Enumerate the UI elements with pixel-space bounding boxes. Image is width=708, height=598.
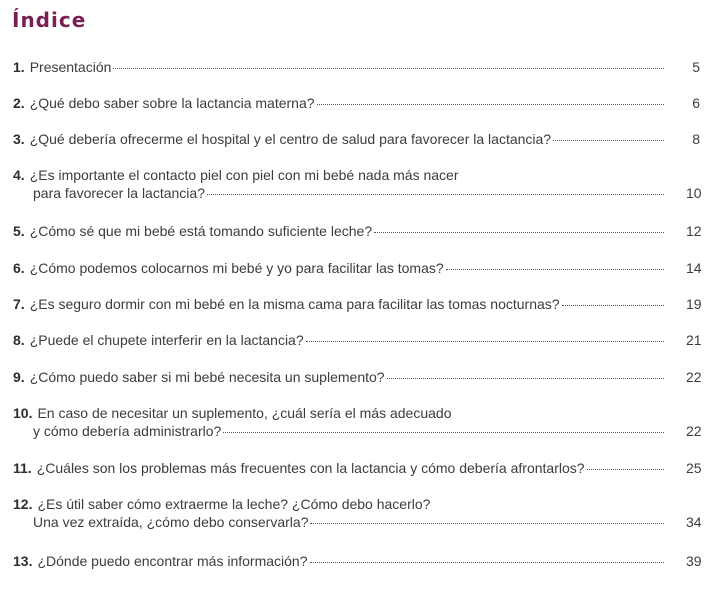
toc-entry-line (13, 295, 700, 313)
toc-entry[interactable] (13, 368, 700, 386)
entry-text: ¿Qué debo saber sobre la lactancia materna? (29, 95, 315, 111)
toc-entry-line (13, 222, 700, 240)
entry-text: ¿Es útil saber cómo extraerme la leche? ¿Cómo debo hacerlo? (37, 496, 431, 512)
page-number: 19 (686, 296, 702, 312)
dot-leader (223, 432, 664, 433)
dot-leader (207, 194, 664, 195)
entry-text: ¿Es importante el contacto piel con piel con mi bebé nada más nacer (29, 167, 459, 183)
entry-number: 13. (13, 553, 33, 569)
dot-leader (553, 140, 664, 141)
dot-leader (446, 269, 664, 270)
entry-number: 4. (13, 167, 25, 183)
toc-entry-line (13, 552, 700, 570)
index-title: Índice (12, 8, 87, 32)
dot-leader (310, 523, 664, 524)
entry-number: 9. (13, 369, 25, 385)
dot-leader (387, 378, 664, 379)
entry-text: Presentación (29, 59, 112, 75)
dot-leader (374, 232, 664, 233)
page-number: 25 (686, 460, 702, 476)
dot-leader (306, 341, 664, 342)
entry-number: 10. (13, 405, 33, 421)
toc-entry-line (13, 259, 700, 277)
entry-number: 11. (13, 460, 32, 476)
entry-text: ¿Dónde puedo encontrar más información? (37, 553, 308, 569)
toc-entry-line (13, 495, 700, 513)
entry-text: para favorecer la lactancia? (33, 185, 205, 201)
entry-text: En caso de necesitar un suplemento, ¿cuál sería el más adecuado (37, 405, 452, 421)
entry-number: 3. (13, 131, 25, 147)
page-number: 21 (686, 332, 702, 348)
toc-entry[interactable] (13, 94, 700, 112)
toc-entry-line (13, 166, 700, 184)
page-number: 10 (686, 185, 702, 201)
entry-text: ¿Qué debería ofrecerme el hospital y el centro de salud para favorecer la lactancia? (29, 131, 552, 147)
toc-entry[interactable] (13, 222, 700, 240)
toc-entry-line (13, 130, 700, 148)
page-number: 34 (686, 514, 702, 530)
toc-entry-line (13, 422, 700, 440)
toc-entry[interactable] (13, 58, 700, 76)
page-number: 5 (692, 59, 700, 75)
toc-entry-line (13, 331, 700, 349)
page-number: 22 (686, 423, 702, 439)
toc-entry[interactable] (13, 552, 700, 570)
page-number: 14 (686, 260, 702, 276)
dot-leader (113, 68, 664, 69)
entry-text: Una vez extraída, ¿cómo debo conservarla? (33, 514, 309, 530)
dot-leader (317, 104, 664, 105)
entry-text: ¿Es seguro dormir con mi bebé en la misma cama para facilitar las tomas nocturnas? (29, 296, 560, 312)
toc-entry-line (13, 368, 700, 386)
entry-number: 5. (13, 223, 25, 239)
toc-entry-line (13, 513, 700, 531)
entry-number: 7. (13, 296, 25, 312)
toc-entry[interactable] (13, 130, 700, 148)
page-number: 6 (692, 95, 700, 111)
dot-leader (562, 305, 664, 306)
page-number: 8 (692, 131, 700, 147)
toc-entry-line (13, 404, 700, 422)
toc-entry-line (13, 459, 700, 477)
entry-number: 12. (13, 496, 33, 512)
dot-leader (587, 469, 664, 470)
entry-text: ¿Cómo podemos colocarnos mi bebé y yo para facilitar las tomas? (29, 260, 444, 276)
page-number: 12 (686, 223, 702, 239)
entry-text: ¿Cuáles son los problemas más frecuentes con la lactancia y cómo debería afrontarlos? (36, 460, 585, 476)
toc-entry[interactable] (13, 404, 700, 440)
entry-text: y cómo debería administrarlo? (33, 423, 222, 439)
entry-text: ¿Cómo sé que mi bebé está tomando suficiente leche? (29, 223, 373, 239)
entry-number: 2. (13, 95, 25, 111)
entry-number: 1. (13, 59, 25, 75)
toc-entry[interactable] (13, 295, 700, 313)
entry-text: ¿Cómo puedo saber si mi bebé necesita un suplemento? (29, 369, 385, 385)
toc-entry-line (13, 58, 700, 76)
dot-leader (310, 562, 664, 563)
entry-text: ¿Puede el chupete interferir en la lactancia? (29, 332, 304, 348)
page-number: 39 (686, 553, 702, 569)
page-number: 22 (686, 369, 702, 385)
toc-entry[interactable] (13, 331, 700, 349)
toc-entry-line (13, 94, 700, 112)
toc-entry[interactable] (13, 166, 700, 202)
toc-entry-line (13, 184, 700, 202)
entry-number: 8. (13, 332, 25, 348)
entry-number: 6. (13, 260, 25, 276)
toc-entry[interactable] (13, 495, 700, 531)
toc-entry[interactable] (13, 259, 700, 277)
toc-entry[interactable] (13, 459, 700, 477)
